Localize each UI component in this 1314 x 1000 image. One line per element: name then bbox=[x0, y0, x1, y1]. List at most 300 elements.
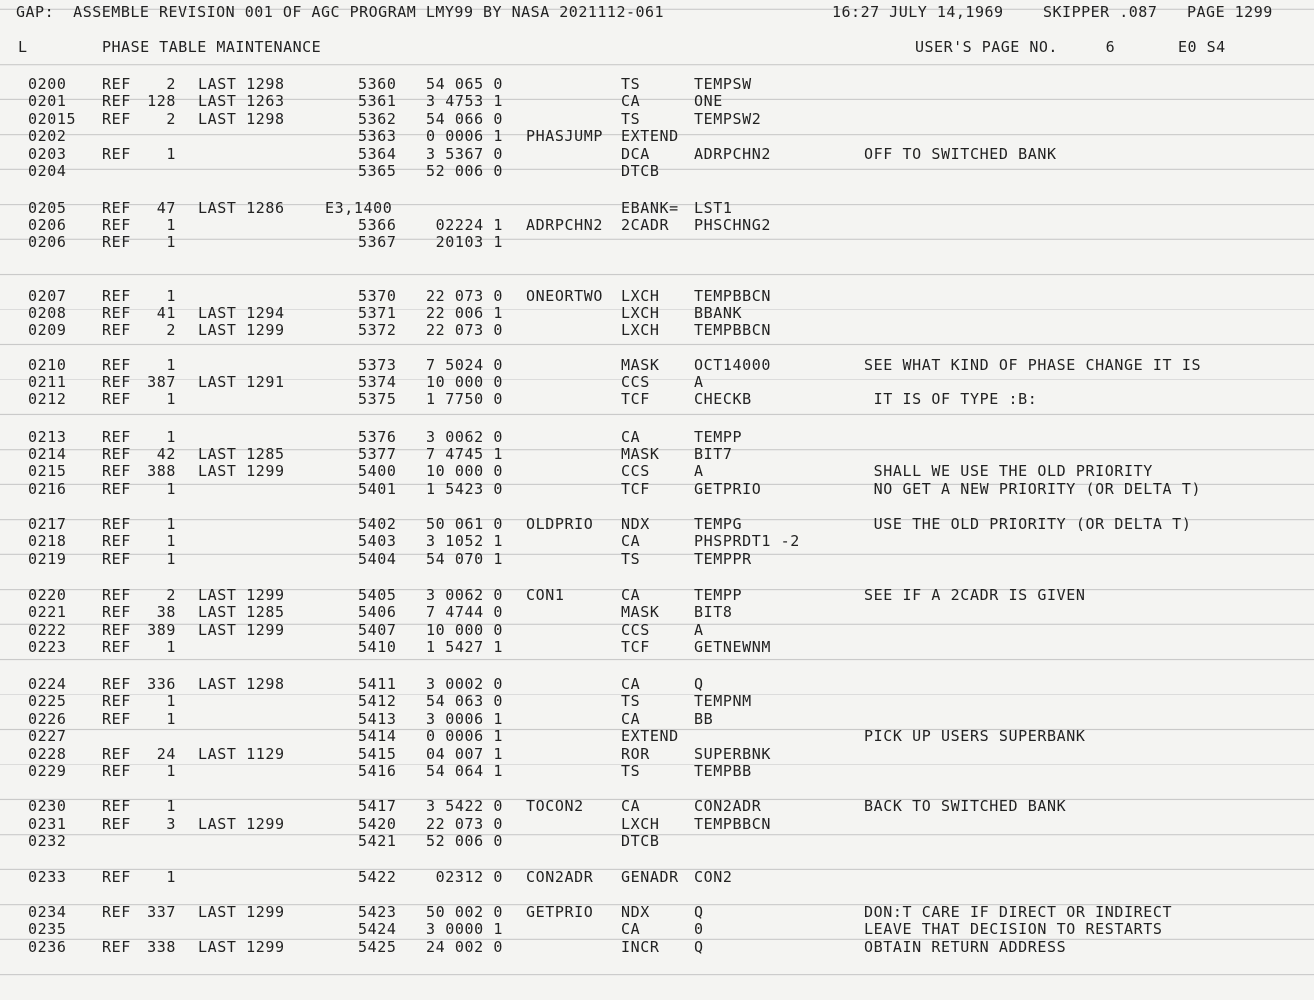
operand: ONE bbox=[694, 92, 723, 110]
opcode: TCF bbox=[621, 480, 650, 498]
last-ref: LAST 1285 bbox=[198, 445, 285, 463]
operand: TEMPBBCN bbox=[694, 321, 772, 339]
ref-tag: REF bbox=[102, 480, 131, 498]
listing-row bbox=[0, 797, 1314, 815]
address: 5406 bbox=[358, 603, 397, 621]
address: 5366 bbox=[358, 216, 397, 234]
line-number: 0206 bbox=[28, 233, 67, 251]
operand: TEMPPR bbox=[694, 550, 752, 568]
ref-tag: REF bbox=[102, 903, 131, 921]
ref-tag: REF bbox=[102, 304, 131, 322]
assembly-title: GAP: ASSEMBLE REVISION 001 OF AGC PROGRAM LMY99 BY NASA 2021112-061 bbox=[16, 3, 665, 21]
last-ref: LAST 1294 bbox=[198, 304, 285, 322]
address: 5371 bbox=[358, 304, 397, 322]
listing-row bbox=[0, 903, 1314, 921]
last-ref: LAST 1299 bbox=[198, 586, 285, 604]
last-ref: LAST 1299 bbox=[198, 621, 285, 639]
ref-count: 337 bbox=[147, 903, 176, 921]
address: 5374 bbox=[358, 373, 397, 391]
machine-word: 54 063 0 bbox=[425, 692, 503, 710]
operand: Q bbox=[694, 938, 704, 956]
ref-tag: REF bbox=[102, 145, 131, 163]
operand: BB bbox=[694, 710, 714, 728]
comment: BACK TO SWITCHED BANK bbox=[864, 797, 1067, 815]
operand: GETPRIO bbox=[694, 480, 762, 498]
machine-word: 54 066 0 bbox=[425, 110, 503, 128]
address: 5416 bbox=[358, 762, 397, 780]
listing-row bbox=[0, 445, 1314, 463]
ref-count: 1 bbox=[166, 532, 176, 550]
machine-word: 3 0002 0 bbox=[425, 675, 503, 693]
ref-tag: REF bbox=[102, 373, 131, 391]
listing-row bbox=[0, 762, 1314, 780]
line-number: 0225 bbox=[28, 692, 67, 710]
line-number: 0229 bbox=[28, 762, 67, 780]
line-number: 0236 bbox=[28, 938, 67, 956]
opcode: EXTEND bbox=[621, 127, 679, 145]
address: 5413 bbox=[358, 710, 397, 728]
line-number: 0201 bbox=[28, 92, 67, 110]
machine-word: 50 002 0 bbox=[425, 903, 503, 921]
opcode: NDX bbox=[621, 515, 650, 533]
ref-tag: REF bbox=[102, 287, 131, 305]
line-number: 0228 bbox=[28, 745, 67, 763]
machine-word: 02224 1 bbox=[435, 216, 503, 234]
ref-count: 1 bbox=[166, 145, 176, 163]
ref-tag: REF bbox=[102, 110, 131, 128]
ref-tag: REF bbox=[102, 692, 131, 710]
line-number: 0206 bbox=[28, 216, 67, 234]
address: 5411 bbox=[358, 675, 397, 693]
address: 5420 bbox=[358, 815, 397, 833]
comment: USE THE OLD PRIORITY (OR DELTA T) bbox=[864, 515, 1192, 533]
comment: OBTAIN RETURN ADDRESS bbox=[864, 938, 1067, 956]
listing-row bbox=[0, 638, 1314, 656]
operand: TEMPNM bbox=[694, 692, 752, 710]
line-number: 0220 bbox=[28, 586, 67, 604]
operand: TEMPP bbox=[694, 586, 743, 604]
opcode: GENADR bbox=[621, 868, 679, 886]
opcode: TS bbox=[621, 75, 641, 93]
ref-count: 3 bbox=[166, 815, 176, 833]
ref-count: 1 bbox=[166, 638, 176, 656]
line-number: 0224 bbox=[28, 675, 67, 693]
machine-word: 52 006 0 bbox=[425, 162, 503, 180]
machine-word: 0 0006 1 bbox=[425, 127, 503, 145]
line-number: 0215 bbox=[28, 462, 67, 480]
machine-word: 3 5422 0 bbox=[425, 797, 503, 815]
machine-word: 3 0062 0 bbox=[425, 428, 503, 446]
opcode: CA bbox=[621, 710, 641, 728]
opcode: CCS bbox=[621, 621, 650, 639]
address: 5407 bbox=[358, 621, 397, 639]
operand: CON2 bbox=[694, 868, 733, 886]
comment: SEE WHAT KIND OF PHASE CHANGE IT IS bbox=[864, 356, 1202, 374]
address: 5377 bbox=[358, 445, 397, 463]
ref-tag: REF bbox=[102, 199, 131, 217]
ref-count: 1 bbox=[166, 428, 176, 446]
listing-row bbox=[0, 356, 1314, 374]
opcode: DTCB bbox=[621, 832, 660, 850]
ref-count: 387 bbox=[147, 373, 176, 391]
address: 5363 bbox=[358, 127, 397, 145]
ref-count: 1 bbox=[166, 710, 176, 728]
ref-count: 47 bbox=[156, 199, 176, 217]
machine-word: 3 4753 1 bbox=[425, 92, 503, 110]
ref-tag: REF bbox=[102, 233, 131, 251]
last-ref: LAST 1299 bbox=[198, 321, 285, 339]
opcode: LXCH bbox=[621, 815, 660, 833]
address: 5364 bbox=[358, 145, 397, 163]
ref-tag: REF bbox=[102, 550, 131, 568]
ref-tag: REF bbox=[102, 603, 131, 621]
opcode: LXCH bbox=[621, 304, 660, 322]
ref-count: 38 bbox=[156, 603, 176, 621]
ref-tag: REF bbox=[102, 762, 131, 780]
section-marker: L bbox=[18, 38, 28, 56]
ref-count: 1 bbox=[166, 390, 176, 408]
ref-count: 389 bbox=[147, 621, 176, 639]
machine-word: 7 5024 0 bbox=[425, 356, 503, 374]
listing-row bbox=[0, 727, 1314, 745]
machine-word: 04 007 1 bbox=[425, 745, 503, 763]
opcode: LXCH bbox=[621, 287, 660, 305]
listing-row bbox=[0, 110, 1314, 128]
line-number: 0230 bbox=[28, 797, 67, 815]
opcode: CA bbox=[621, 428, 641, 446]
machine-word: 22 073 0 bbox=[425, 321, 503, 339]
opcode: TS bbox=[621, 110, 641, 128]
machine-word: 20103 1 bbox=[435, 233, 503, 251]
operand: TEMPSW bbox=[694, 75, 752, 93]
opcode: CCS bbox=[621, 462, 650, 480]
opcode: EXTEND bbox=[621, 727, 679, 745]
line-number: 0219 bbox=[28, 550, 67, 568]
machine-word: 1 5427 1 bbox=[425, 638, 503, 656]
listing-row bbox=[0, 550, 1314, 568]
operand: ADRPCHN2 bbox=[694, 145, 772, 163]
ref-count: 1 bbox=[166, 216, 176, 234]
operand: BBANK bbox=[694, 304, 743, 322]
machine-word: 24 002 0 bbox=[425, 938, 503, 956]
opcode: INCR bbox=[621, 938, 660, 956]
listing-row bbox=[0, 621, 1314, 639]
ref-tag: REF bbox=[102, 797, 131, 815]
line-number: 0217 bbox=[28, 515, 67, 533]
line-number: 0214 bbox=[28, 445, 67, 463]
symbol-label: GETPRIO bbox=[526, 903, 594, 921]
ref-tag: REF bbox=[102, 75, 131, 93]
address: 5422 bbox=[358, 868, 397, 886]
listing-row bbox=[0, 745, 1314, 763]
address: 5423 bbox=[358, 903, 397, 921]
ref-tag: REF bbox=[102, 445, 131, 463]
address: 5376 bbox=[358, 428, 397, 446]
line-number: 0209 bbox=[28, 321, 67, 339]
listing-row bbox=[0, 675, 1314, 693]
opcode: TS bbox=[621, 550, 641, 568]
ebank-value: E3,1400 bbox=[325, 199, 393, 217]
operand: PHSCHNG2 bbox=[694, 216, 772, 234]
operand: TEMPBBCN bbox=[694, 287, 772, 305]
address: 5412 bbox=[358, 692, 397, 710]
opcode: TCF bbox=[621, 390, 650, 408]
operand: CHECKB bbox=[694, 390, 752, 408]
machine-word: 0 0006 1 bbox=[425, 727, 503, 745]
address: 5421 bbox=[358, 832, 397, 850]
machine-word: 22 073 0 bbox=[425, 815, 503, 833]
symbol-label: CON2ADR bbox=[526, 868, 594, 886]
opcode: TCF bbox=[621, 638, 650, 656]
address: 5373 bbox=[358, 356, 397, 374]
operand: CON2ADR bbox=[694, 797, 762, 815]
line-number: 0222 bbox=[28, 621, 67, 639]
ref-count: 1 bbox=[166, 480, 176, 498]
ref-tag: REF bbox=[102, 938, 131, 956]
comment: DON:T CARE IF DIRECT OR INDIRECT bbox=[864, 903, 1173, 921]
line-number: 0218 bbox=[28, 532, 67, 550]
address: 5370 bbox=[358, 287, 397, 305]
line-number: 0234 bbox=[28, 903, 67, 921]
listing-row bbox=[0, 815, 1314, 833]
opcode: MASK bbox=[621, 603, 660, 621]
listing-row bbox=[0, 920, 1314, 938]
page-number: PAGE 1299 bbox=[1187, 3, 1273, 21]
opcode: MASK bbox=[621, 356, 660, 374]
listing-row bbox=[0, 304, 1314, 322]
comment: SHALL WE USE THE OLD PRIORITY bbox=[864, 462, 1153, 480]
ref-tag: REF bbox=[102, 462, 131, 480]
ref-tag: REF bbox=[102, 216, 131, 234]
last-ref: LAST 1298 bbox=[198, 75, 285, 93]
opcode: CA bbox=[621, 586, 641, 604]
ref-tag: REF bbox=[102, 675, 131, 693]
address: 5402 bbox=[358, 515, 397, 533]
line-number: 0203 bbox=[28, 145, 67, 163]
listing-row bbox=[0, 532, 1314, 550]
address: 5361 bbox=[358, 92, 397, 110]
opcode: DTCB bbox=[621, 162, 660, 180]
address: 5400 bbox=[358, 462, 397, 480]
listing-row bbox=[0, 428, 1314, 446]
address: 5403 bbox=[358, 532, 397, 550]
machine-word: 7 4744 0 bbox=[425, 603, 503, 621]
opcode: TS bbox=[621, 692, 641, 710]
machine-word: 7 4745 1 bbox=[425, 445, 503, 463]
operand: SUPERBNK bbox=[694, 745, 772, 763]
listing-row bbox=[0, 832, 1314, 850]
ref-count: 1 bbox=[166, 233, 176, 251]
machine-word: 54 070 1 bbox=[425, 550, 503, 568]
machine-word: 1 7750 0 bbox=[425, 390, 503, 408]
operand: OCT14000 bbox=[694, 356, 772, 374]
address: 5405 bbox=[358, 586, 397, 604]
operand: TEMPBBCN bbox=[694, 815, 772, 833]
comment: OFF TO SWITCHED BANK bbox=[864, 145, 1057, 163]
line-number: 0208 bbox=[28, 304, 67, 322]
listing-row bbox=[0, 692, 1314, 710]
operand: TEMPG bbox=[694, 515, 743, 533]
machine-word: 3 5367 0 bbox=[425, 145, 503, 163]
line-number: 0207 bbox=[28, 287, 67, 305]
line-number: 0210 bbox=[28, 356, 67, 374]
ref-tag: REF bbox=[102, 92, 131, 110]
machine-word: 54 064 1 bbox=[425, 762, 503, 780]
listing-row bbox=[0, 515, 1314, 533]
last-ref: LAST 1299 bbox=[198, 815, 285, 833]
line-number: 02015 bbox=[28, 110, 77, 128]
ref-tag: REF bbox=[102, 356, 131, 374]
ref-count: 1 bbox=[166, 692, 176, 710]
listing-row bbox=[0, 127, 1314, 145]
symbol-label: CON1 bbox=[526, 586, 565, 604]
listing-row bbox=[0, 462, 1314, 480]
last-ref: LAST 1299 bbox=[198, 462, 285, 480]
ref-count: 41 bbox=[156, 304, 176, 322]
opcode: DCA bbox=[621, 145, 650, 163]
last-ref: LAST 1298 bbox=[198, 675, 285, 693]
operand: 0 bbox=[694, 920, 704, 938]
opcode: ROR bbox=[621, 745, 650, 763]
machine-word: 50 061 0 bbox=[425, 515, 503, 533]
ref-count: 1 bbox=[166, 356, 176, 374]
ref-count: 1 bbox=[166, 762, 176, 780]
ref-tag: REF bbox=[102, 515, 131, 533]
ref-count: 1 bbox=[166, 550, 176, 568]
line-number: 0200 bbox=[28, 75, 67, 93]
symbol-label: ADRPCHN2 bbox=[526, 216, 604, 234]
opcode: CA bbox=[621, 532, 641, 550]
ref-count: 128 bbox=[147, 92, 176, 110]
listing-row bbox=[0, 199, 1314, 217]
ref-count: 2 bbox=[166, 321, 176, 339]
opcode: CA bbox=[621, 920, 641, 938]
operand: BIT8 bbox=[694, 603, 733, 621]
opcode: CA bbox=[621, 797, 641, 815]
listing-row bbox=[0, 145, 1314, 163]
machine-word: 22 006 1 bbox=[425, 304, 503, 322]
ref-count: 2 bbox=[166, 110, 176, 128]
listing-row bbox=[0, 233, 1314, 251]
ref-tag: REF bbox=[102, 745, 131, 763]
ref-count: 1 bbox=[166, 797, 176, 815]
ref-tag: REF bbox=[102, 532, 131, 550]
ref-count: 1 bbox=[166, 515, 176, 533]
line-number: 0231 bbox=[28, 815, 67, 833]
operand: LST1 bbox=[694, 199, 733, 217]
comment: SEE IF A 2CADR IS GIVEN bbox=[864, 586, 1086, 604]
ref-tag: REF bbox=[102, 638, 131, 656]
last-ref: LAST 1299 bbox=[198, 903, 285, 921]
opcode: TS bbox=[621, 762, 641, 780]
symbol-label: ONEORTWO bbox=[526, 287, 604, 305]
machine-word: 52 006 0 bbox=[425, 832, 503, 850]
ref-tag: REF bbox=[102, 815, 131, 833]
section-title: PHASE TABLE MAINTENANCE bbox=[102, 38, 322, 56]
last-ref: LAST 1298 bbox=[198, 110, 285, 128]
machine-word: 10 000 0 bbox=[425, 462, 503, 480]
timestamp: 16:27 JULY 14,1969 bbox=[832, 3, 1004, 21]
listing-row bbox=[0, 390, 1314, 408]
listing-row bbox=[0, 162, 1314, 180]
address: 5424 bbox=[358, 920, 397, 938]
opcode: NDX bbox=[621, 903, 650, 921]
ref-count: 1 bbox=[166, 287, 176, 305]
listing-row bbox=[0, 75, 1314, 93]
address: 5362 bbox=[358, 110, 397, 128]
line-number: 0205 bbox=[28, 199, 67, 217]
listing-row bbox=[0, 868, 1314, 886]
ref-count: 1 bbox=[166, 868, 176, 886]
last-ref: LAST 1286 bbox=[198, 199, 285, 217]
skipper-version: SKIPPER .087 bbox=[1043, 3, 1158, 21]
machine-word: 02312 0 bbox=[435, 868, 503, 886]
opcode: MASK bbox=[621, 445, 660, 463]
last-ref: LAST 1299 bbox=[198, 938, 285, 956]
machine-word: 3 0062 0 bbox=[425, 586, 503, 604]
operand: TEMPBB bbox=[694, 762, 752, 780]
opcode: EBANK= bbox=[621, 199, 679, 217]
comment: PICK UP USERS SUPERBANK bbox=[864, 727, 1086, 745]
ref-tag: REF bbox=[102, 868, 131, 886]
line-number: 0227 bbox=[28, 727, 67, 745]
ref-count: 2 bbox=[166, 586, 176, 604]
symbol-label: TOCON2 bbox=[526, 797, 584, 815]
ref-tag: REF bbox=[102, 428, 131, 446]
listing-row bbox=[0, 710, 1314, 728]
operand: TEMPSW2 bbox=[694, 110, 762, 128]
comment: IT IS OF TYPE :B: bbox=[864, 390, 1038, 408]
line-number: 0213 bbox=[28, 428, 67, 446]
machine-word: 3 0006 1 bbox=[425, 710, 503, 728]
machine-word: 10 000 0 bbox=[425, 621, 503, 639]
machine-word: 54 065 0 bbox=[425, 75, 503, 93]
machine-word: 3 1052 1 bbox=[425, 532, 503, 550]
ref-count: 2 bbox=[166, 75, 176, 93]
listing-row bbox=[0, 480, 1314, 498]
ref-count: 388 bbox=[147, 462, 176, 480]
operand: GETNEWNM bbox=[694, 638, 772, 656]
address: 5404 bbox=[358, 550, 397, 568]
opcode: 2CADR bbox=[621, 216, 670, 234]
line-number: 0235 bbox=[28, 920, 67, 938]
ref-count: 338 bbox=[147, 938, 176, 956]
listing-row bbox=[0, 287, 1314, 305]
listing-row bbox=[0, 216, 1314, 234]
line-number: 0212 bbox=[28, 390, 67, 408]
address: 5367 bbox=[358, 233, 397, 251]
listing-row bbox=[0, 586, 1314, 604]
ref-count: 24 bbox=[156, 745, 176, 763]
machine-word: 22 073 0 bbox=[425, 287, 503, 305]
comment: NO GET A NEW PRIORITY (OR DELTA T) bbox=[864, 480, 1202, 498]
opcode: CCS bbox=[621, 373, 650, 391]
opcode: LXCH bbox=[621, 321, 660, 339]
line-number: 0221 bbox=[28, 603, 67, 621]
operand: A bbox=[694, 462, 704, 480]
machine-word: 10 000 0 bbox=[425, 373, 503, 391]
line-number: 0211 bbox=[28, 373, 67, 391]
machine-word: 1 5423 0 bbox=[425, 480, 503, 498]
address: 5415 bbox=[358, 745, 397, 763]
line-number: 0233 bbox=[28, 868, 67, 886]
operand: PHSPRDT1 -2 bbox=[694, 532, 800, 550]
ref-tag: REF bbox=[102, 710, 131, 728]
ref-count: 336 bbox=[147, 675, 176, 693]
operand: BIT7 bbox=[694, 445, 733, 463]
opcode: CA bbox=[621, 92, 641, 110]
page-header bbox=[0, 3, 1314, 23]
